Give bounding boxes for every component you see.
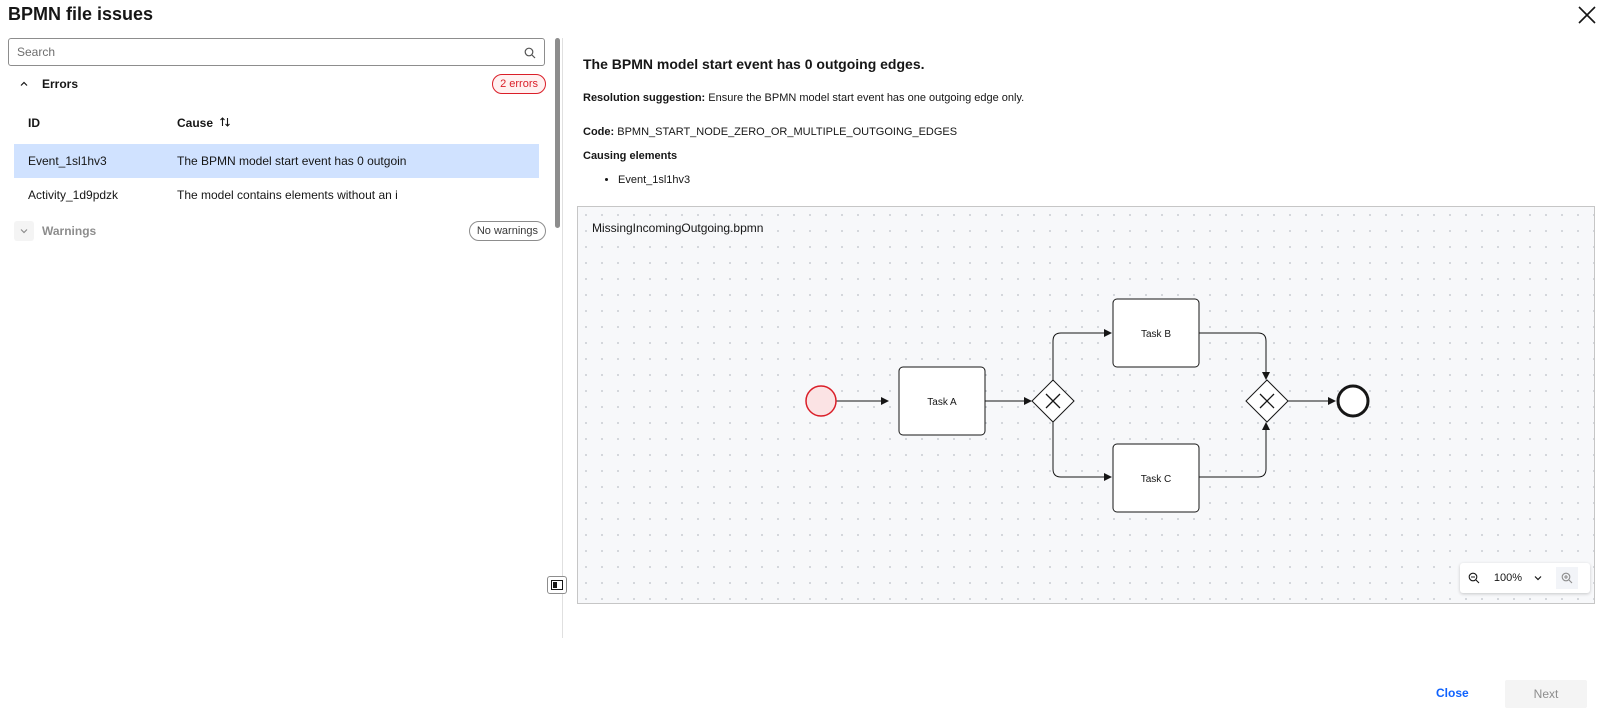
list-scrollbar[interactable]	[555, 38, 560, 228]
zoom-control	[1460, 563, 1590, 593]
chevron-down-icon[interactable]	[1528, 563, 1548, 593]
list-item: • Event_1sl1hv3	[618, 174, 690, 186]
zoom-in-icon[interactable]	[1556, 567, 1578, 589]
column-header-cause-label: Cause	[177, 116, 214, 130]
row-cause: The BPMN model start event has 0 outgoin	[177, 154, 407, 168]
column-header-id[interactable]: ID	[28, 116, 40, 130]
table-row[interactable]	[14, 144, 539, 178]
collapse-panel-button[interactable]	[547, 576, 567, 594]
issue-title: The BPMN model start event has 0 outgoing edges.	[583, 56, 925, 72]
task-c-label: Task C	[1140, 474, 1172, 485]
issue-code	[583, 126, 957, 138]
resolution-label: Resolution suggestion:	[583, 92, 706, 104]
errors-label: Errors	[42, 77, 79, 91]
code-value: BPMN_START_NODE_ZERO_OR_MULTIPLE_OUTGOING_EDGES	[614, 126, 958, 138]
column-header-cause[interactable]	[177, 116, 539, 131]
errors-table	[14, 110, 539, 212]
search-input[interactable]	[9, 39, 509, 65]
table-header	[14, 110, 539, 136]
errors-section-header[interactable]	[14, 73, 546, 95]
close-button[interactable]: Close	[1436, 686, 1469, 700]
row-cause: The model contains elements without an i	[177, 188, 398, 202]
causing-elements-label: Causing elements	[583, 150, 678, 162]
end-event	[1338, 386, 1368, 416]
bpmn-canvas[interactable]	[577, 206, 1595, 604]
chevron-down-icon[interactable]	[14, 221, 34, 241]
task-b-label: Task B	[1140, 329, 1172, 340]
issues-list-panel	[8, 38, 546, 638]
next-button[interactable]: Next	[1505, 680, 1587, 708]
sort-icon[interactable]	[219, 116, 231, 131]
side-panel-icon	[551, 580, 563, 590]
warnings-label: Warnings	[42, 224, 97, 238]
code-label: Code:	[583, 126, 615, 138]
resolution-text: Ensure the BPMN model start event has one outgoing edge only.	[705, 92, 1025, 104]
bpmn-diagram	[578, 207, 1594, 603]
task-a-label: Task A	[927, 397, 957, 408]
errors-count-badge: 2 errors	[492, 74, 546, 94]
row-id: Event_1sl1hv3	[28, 154, 107, 168]
zoom-out-icon[interactable]	[1460, 563, 1488, 593]
resolution-suggestion	[583, 92, 1024, 104]
panel-divider	[562, 38, 563, 638]
dialog-title: BPMN file issues	[8, 4, 154, 24]
search-field[interactable]	[8, 38, 545, 66]
exclusive-gateway-split	[1032, 380, 1074, 422]
search-icon	[524, 46, 536, 58]
diagram-filename: MissingIncomingOutgoing.bpmn	[592, 221, 764, 235]
warnings-count-badge: No warnings	[469, 221, 546, 241]
close-icon[interactable]	[1576, 4, 1598, 26]
zoom-level: 100%	[1493, 572, 1523, 584]
warnings-section-header[interactable]	[14, 220, 546, 242]
causing-elements-list	[618, 174, 690, 186]
row-id: Activity_1d9pdzk	[28, 188, 119, 202]
exclusive-gateway-join	[1246, 380, 1288, 422]
chevron-up-icon[interactable]	[14, 74, 34, 94]
start-event	[806, 386, 836, 416]
table-row[interactable]	[14, 178, 539, 212]
